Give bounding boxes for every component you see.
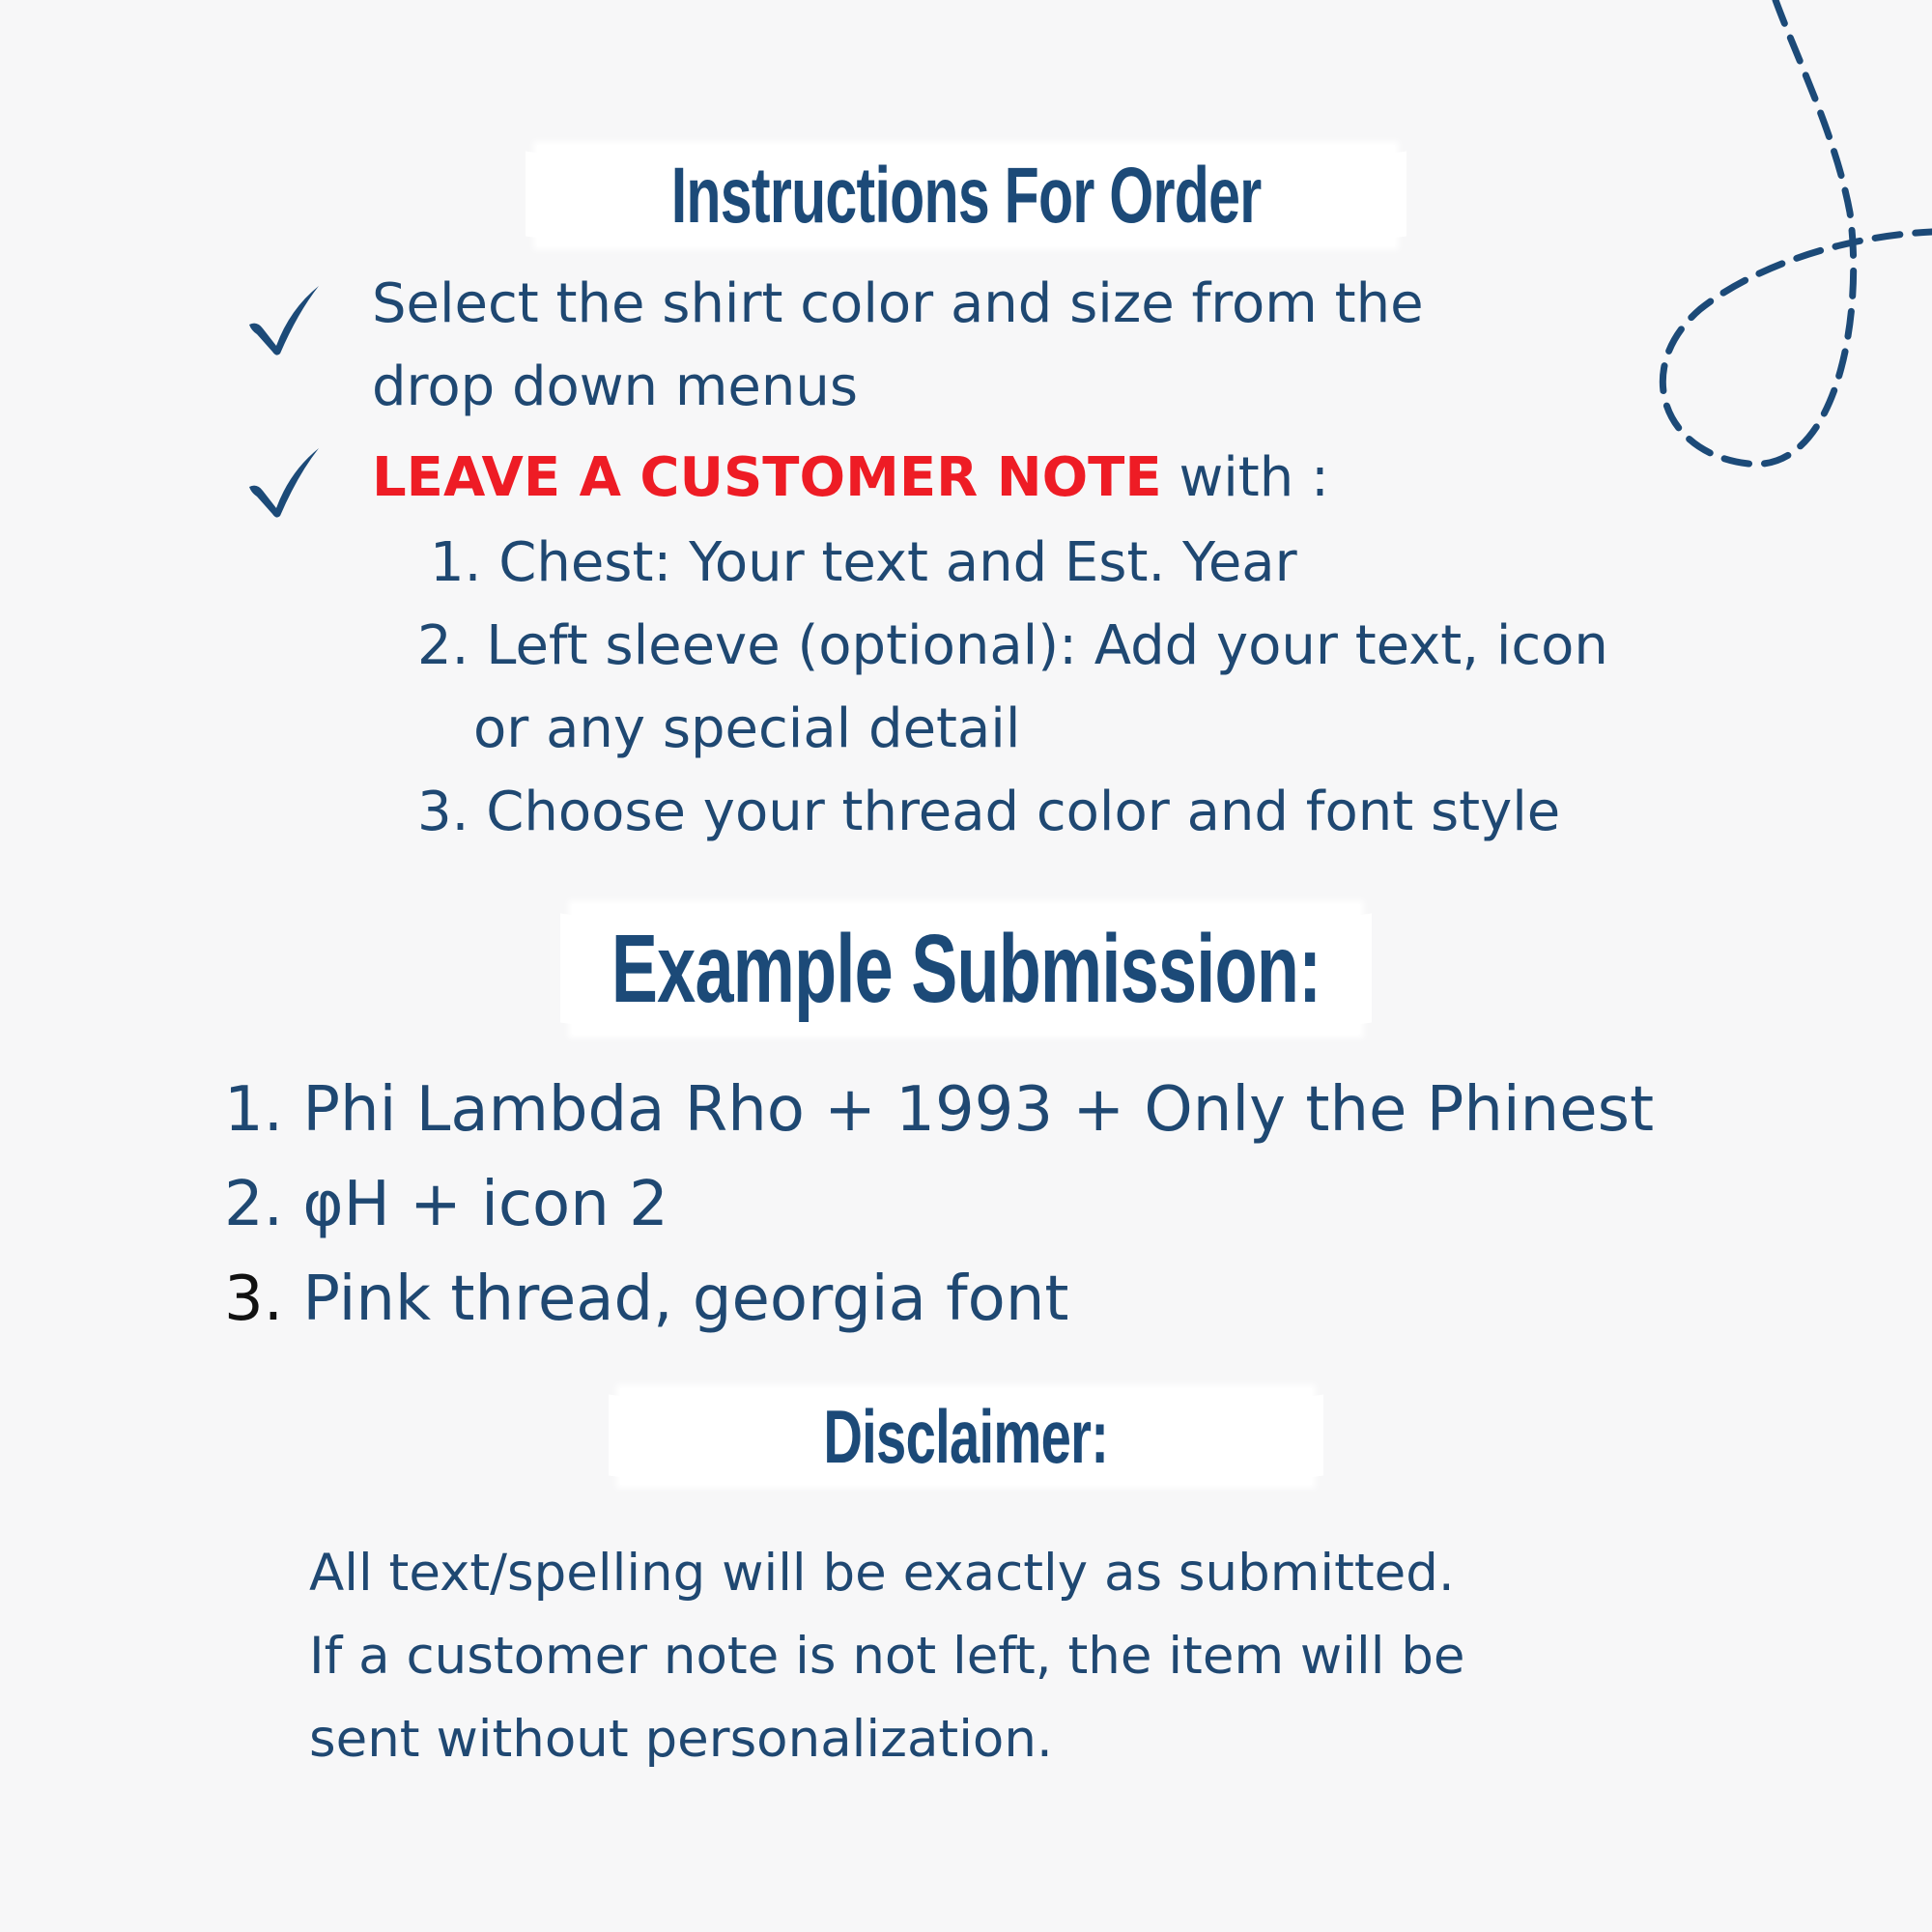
example-heading-block <box>0 904 1932 1035</box>
step2-rest: with : <box>1161 446 1329 509</box>
example-item-number: 1. <box>224 1074 284 1146</box>
sub-item <box>430 531 1297 594</box>
example-item <box>224 1074 1654 1146</box>
example-item-text: Phi Lambda Rho + 1993 + Only the Phinest <box>302 1074 1655 1146</box>
sub-item-number: 1. <box>430 531 482 594</box>
sub-item <box>417 614 1608 677</box>
example-item-number: 2. <box>224 1169 284 1240</box>
disclaimer-line: If a customer note is not left, the item will be <box>309 1627 1465 1686</box>
step2-text <box>372 446 1329 509</box>
sub-item <box>417 781 1560 843</box>
checkmark-icon <box>243 442 321 520</box>
sub-item-text: Left sleeve (optional): Add your text, icon <box>486 614 1608 677</box>
example-item <box>224 1264 1068 1335</box>
disclaimer-heading-block <box>0 1388 1932 1485</box>
sub-item-text: or any special detail <box>473 697 1021 760</box>
sub-item-text: Choose your thread color and font style <box>486 781 1561 843</box>
sub-item-number: 2. <box>417 614 469 677</box>
step1-text-line2: drop down menus <box>372 355 859 418</box>
disclaimer-line: sent without personalization. <box>309 1710 1053 1769</box>
disclaimer-line: All text/spelling will be exactly as submitted. <box>309 1544 1455 1603</box>
example-item <box>224 1169 668 1240</box>
sub-item-number: 3. <box>417 781 469 843</box>
disclaimer-heading: Disclaimer: <box>823 1393 1109 1479</box>
example-heading: Example Submission: <box>611 915 1321 1023</box>
heading-highlight <box>620 1388 1312 1485</box>
heading-highlight <box>537 145 1395 246</box>
instructions-heading-block <box>0 145 1932 246</box>
example-item-text: φH + icon 2 <box>302 1169 668 1240</box>
instructions-heading: Instructions For Order <box>670 151 1262 240</box>
checkmark-icon <box>243 280 321 357</box>
sub-item-continuation <box>473 697 1020 760</box>
example-item-number: 3. <box>224 1264 284 1335</box>
heading-highlight <box>572 904 1360 1035</box>
step1-text-line1: Select the shirt color and size from the <box>372 272 1424 335</box>
customer-note-highlight: LEAVE A CUSTOMER NOTE <box>372 446 1162 509</box>
example-item-text: Pink thread, georgia font <box>302 1264 1069 1335</box>
sub-item-text: Chest: Your text and Est. Year <box>498 531 1297 594</box>
